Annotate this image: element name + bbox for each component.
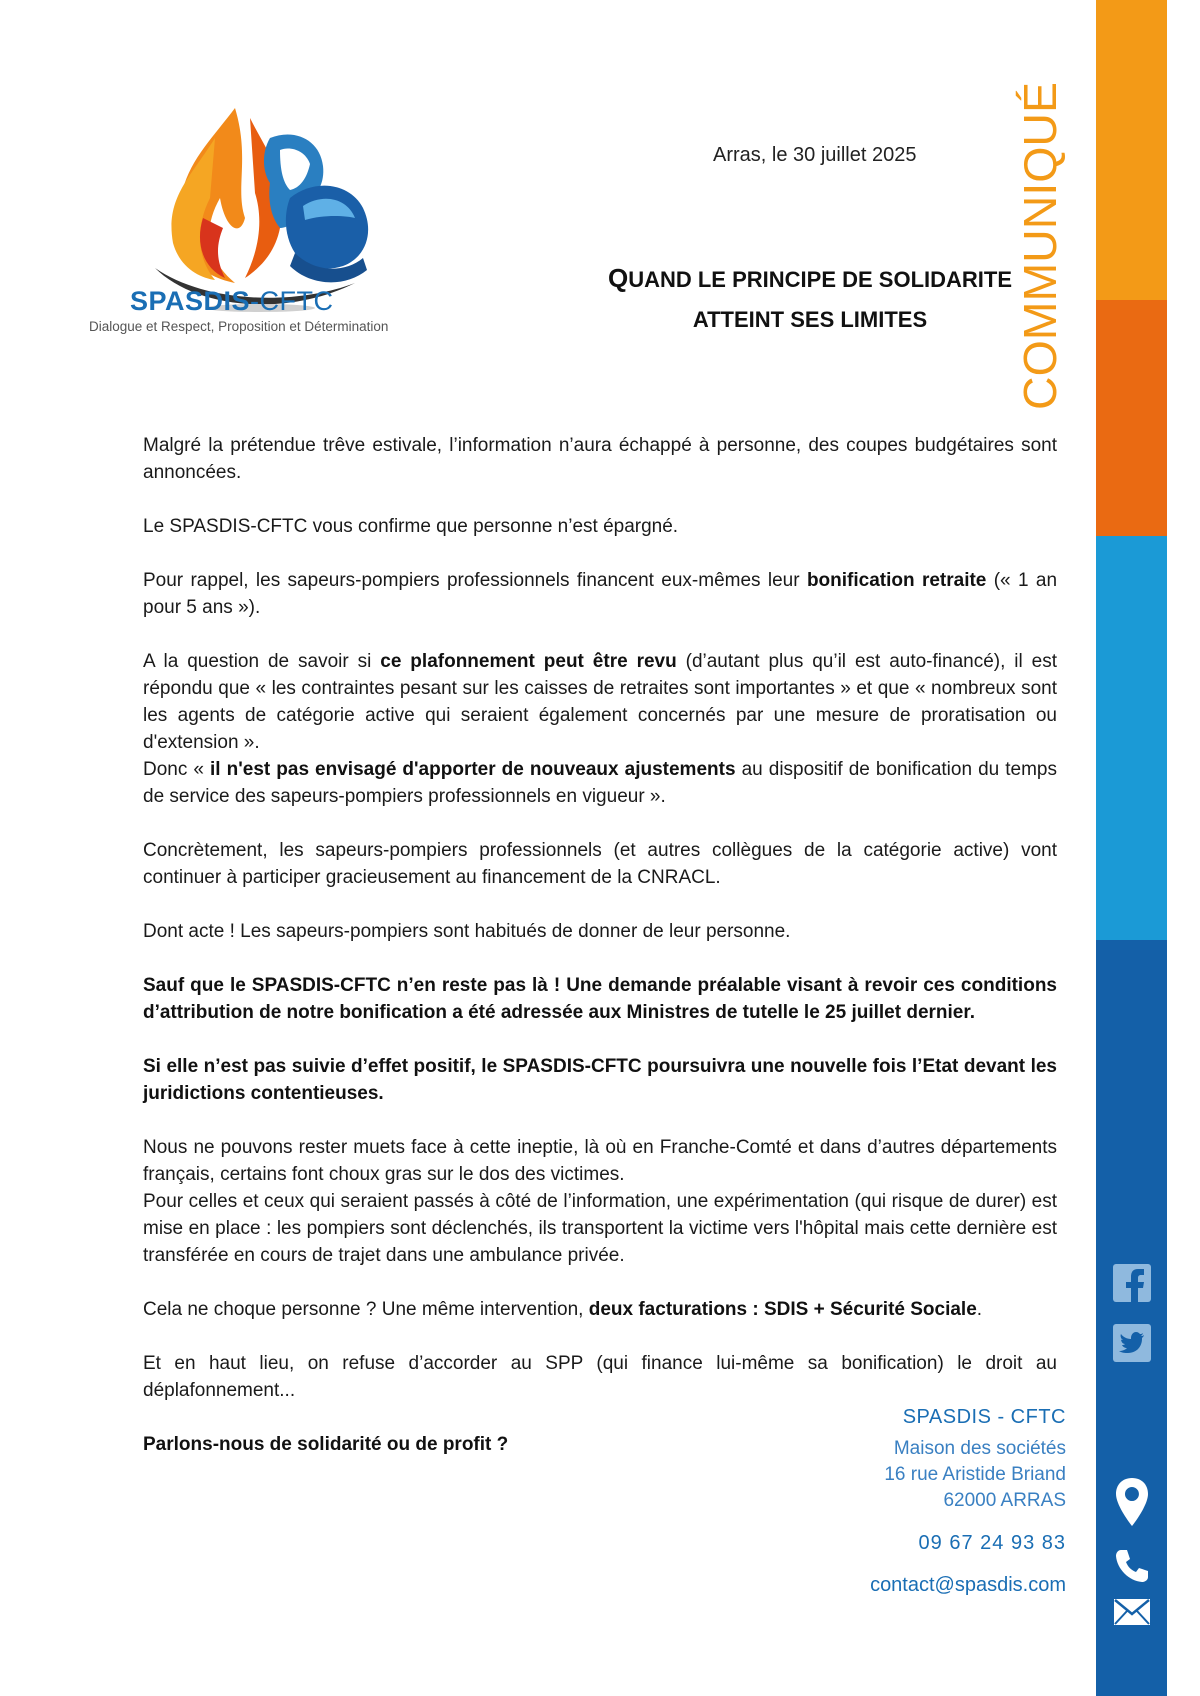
band-light-blue bbox=[1096, 536, 1167, 940]
paragraph-13: Et en haut lieu, on refuse d’accorder au SPP (qui finance lui-même sa bonification) le droit au déplafonnement... bbox=[143, 1353, 1057, 1401]
paragraph-10: Nous ne pouvons rester muets face à cette ineptie, là où en Franche-Comté et dans d’autres départements français, certains font choux gras sur le dos des victimes. bbox=[143, 1137, 1057, 1185]
contact-phone[interactable]: 09 67 24 93 83 bbox=[918, 1532, 1066, 1554]
paragraph-9: Si elle n’est pas suivie d’effet positif, le SPASDIS-CFTC poursuivra une nouvelle fois l’Etat devant les juridictions contentieuses. bbox=[143, 1056, 1057, 1104]
document-title: QUAND LE PRINCIPE DE SOLIDARITE ATTEINT SES LIMITES bbox=[607, 263, 1013, 332]
contact-org: SPASDIS - CFTC bbox=[902, 1406, 1066, 1428]
document-date: Arras, le 30 juillet 2025 bbox=[713, 144, 917, 166]
paragraph-7: Dont acte ! Les sapeurs-pompiers sont habitués de donner de leur personne. bbox=[143, 921, 791, 942]
paragraph-6: Concrètement, les sapeurs-pompiers professionnels (et autres collègues de la catégorie active) vont continuer à participer gracieusement au financement de la CNRACL. bbox=[143, 840, 1057, 888]
facebook-icon[interactable] bbox=[1112, 1263, 1152, 1303]
location-icon bbox=[1112, 1476, 1152, 1528]
paragraph-1: Malgré la prétendue trêve estivale, l’information n’aura échappé à personne, des coupes budgétaires sont annoncées. bbox=[143, 435, 1057, 483]
paragraph-8: Sauf que le SPASDIS-CFTC n’en reste pas là ! Une demande préalable visant à revoir ces conditions d’attribution de notre bonification a été adressée aux Ministres de tutelle le 25 juillet dernier. bbox=[143, 975, 1057, 1023]
contact-email[interactable]: contact@spasdis.com bbox=[870, 1574, 1066, 1596]
brand-name: SPASDIS-CFTC bbox=[130, 286, 334, 316]
paragraph-5: Donc « il n'est pas envisagé d'apporter de nouveaux ajustements au dispositif de bonification du temps de service des sapeurs-pompiers professionnels en vigueur ». bbox=[143, 759, 1057, 807]
paragraph-4: A la question de savoir si ce plafonnement peut être revu (d’autant plus qu’il est auto-financé), il est répondu que « les contraintes pesant sur les caisses de retraites sont importantes » et que « nombreux sont les agents de catégorie active qui seraient également concernés par une mesure de proratisation ou d'extension ». bbox=[143, 651, 1057, 753]
paragraph-12: Cela ne choque personne ? Une même intervention, deux facturations : SDIS + Sécurité Sociale. bbox=[143, 1299, 983, 1320]
document-body bbox=[143, 432, 1057, 1485]
contact-address: Maison des sociétés 16 rue Aristide Briand 62000 ARRAS bbox=[884, 1438, 1066, 1511]
band-dark-orange bbox=[1096, 300, 1167, 536]
paragraph-14: Parlons-nous de solidarité ou de profit ? bbox=[143, 1434, 509, 1455]
mail-icon[interactable] bbox=[1112, 1596, 1152, 1628]
band-orange bbox=[1096, 0, 1167, 300]
brand-tagline: Dialogue et Respect, Proposition et Détermination bbox=[89, 319, 389, 334]
svg-text:COMMUNIQUÉ: COMMUNIQUÉ bbox=[1014, 85, 1066, 410]
paragraph-3: Pour rappel, les sapeurs-pompiers professionnels financent eux-mêmes leur bonification retraite (« 1 an pour 5 ans »). bbox=[143, 570, 1058, 618]
communique-label bbox=[1008, 80, 1068, 410]
twitter-icon[interactable] bbox=[1112, 1323, 1152, 1363]
contact-block bbox=[870, 1404, 1066, 1598]
phone-icon bbox=[1112, 1546, 1152, 1586]
paragraph-11: Pour celles et ceux qui seraient passés à côté de l’information, une expérimentation (qui risque de durer) est mise en place : les pompiers sont déclenchés, ils transportent la victime vers l'hôpital mais cette dernière est transférée en cours de trajet dans une ambulance privée. bbox=[143, 1191, 1057, 1266]
paragraph-2: Le SPASDIS-CFTC vous confirme que personne n’est épargné. bbox=[143, 516, 679, 537]
